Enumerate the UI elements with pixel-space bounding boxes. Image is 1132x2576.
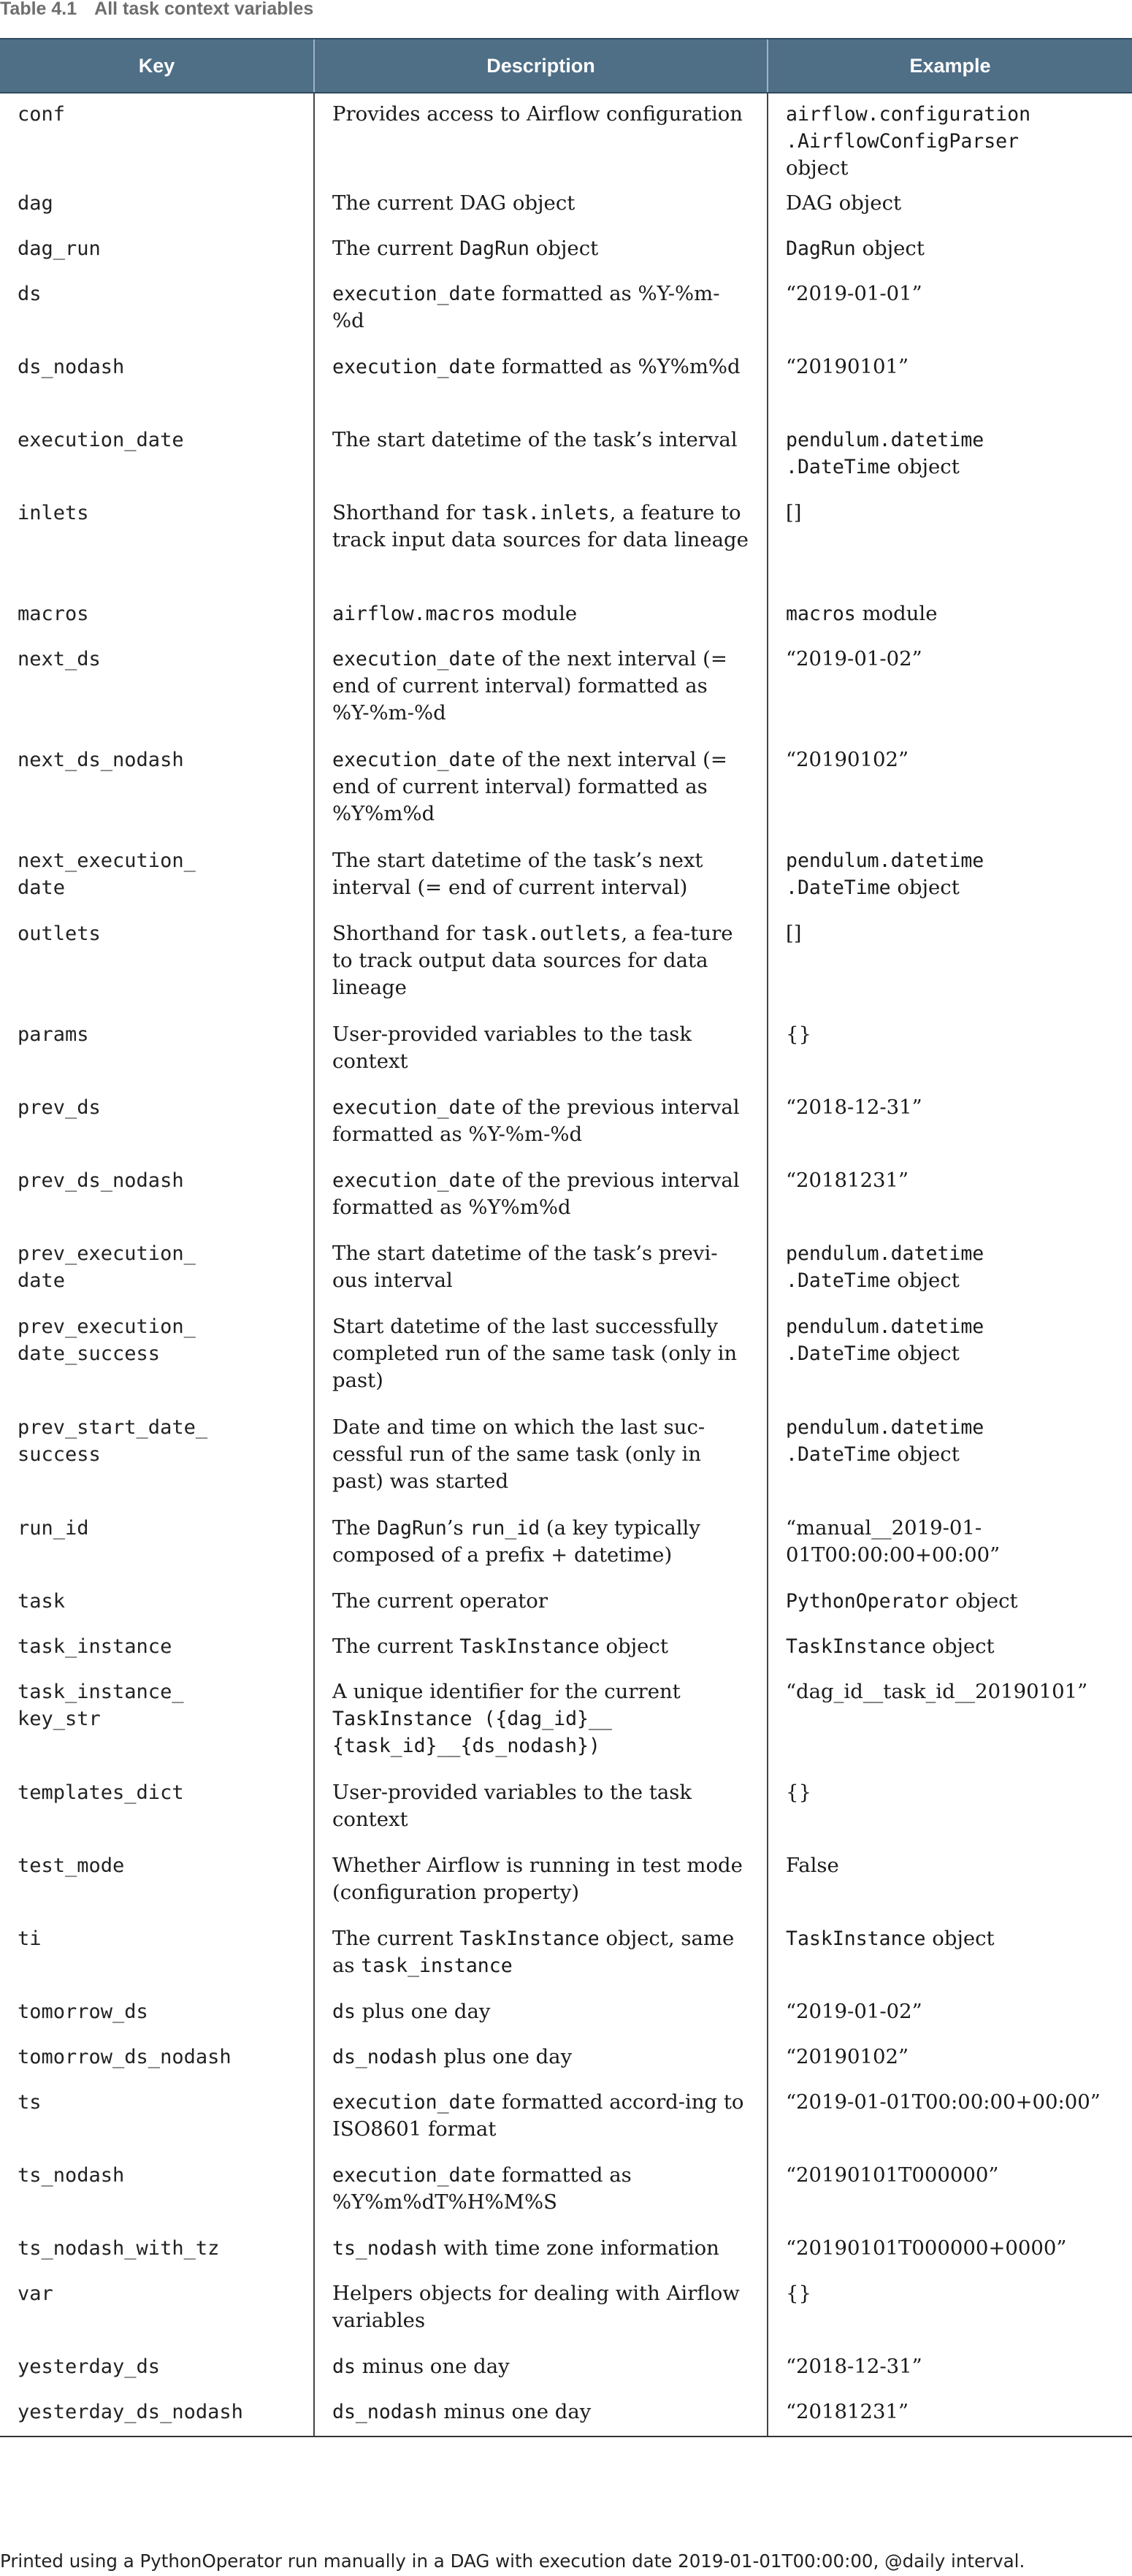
row-description-text: Provides access to Airflow configuration [332,102,743,126]
row-example-text: “20181231” [786,1169,909,1192]
row-description-text: minus one day [437,2400,592,2423]
header-example: Example [768,39,1132,93]
table-caption [0,0,313,18]
row-example-text: pendulum.datetime [786,1416,984,1439]
row-example-text: TaskInstance [786,1927,926,1950]
row-description [314,1087,768,1160]
row-example [768,1407,1132,1507]
row-description-text: ds [332,2355,356,2378]
row-description-text: of the next interval (= end of current interval) formatted as %Y-%m-%d [332,647,727,725]
row-example-text: “20190102” [786,2045,909,2068]
row-example [768,273,1132,346]
row-example-text: .DateTime [786,1443,891,1466]
row-key-line: next_ds_nodash [18,749,184,771]
row-example-text: TaskInstance [786,1635,926,1658]
row-example-text: object [890,1342,960,1365]
row-key-line: ds_nodash [18,356,125,378]
row-example-text: [] [786,922,802,945]
row-description [314,492,768,593]
row-example-text: object [925,1635,995,1658]
row-description-text: TaskInstance ({dag_id}__ {task_id}__{ds_nodash}) [332,1708,612,1757]
table-row [0,492,1132,593]
row-description [314,2228,768,2273]
row-description [314,913,768,1014]
row-example-text: airflow.configuration [786,103,1031,126]
row-example-text: [] [786,501,802,524]
row-example [768,2391,1132,2437]
row-description-text: plus one day [355,2000,491,2023]
row-description [314,1507,768,1581]
row-example-text: object [949,1589,1018,1613]
row-key-line: inlets [18,502,89,524]
row-description-text: TaskInstance [459,1635,600,1658]
row-example [768,492,1132,593]
table-row [0,739,1132,840]
row-key-line: date_success [18,1342,161,1365]
row-example-text: macros [786,603,856,625]
row-example-text: DagRun [786,237,856,260]
row-example [768,1671,1132,1772]
row-example [768,1233,1132,1306]
row-description-text: formatted as %Y%m%dT%H%M%S [332,2163,632,2214]
row-key-line: test_mode [18,1854,125,1877]
row-example [768,1626,1132,1671]
row-description [314,273,768,346]
row-description-text: airflow.macros [332,603,496,625]
table-row [0,93,1132,183]
row-description [314,739,768,840]
row-description-text: Helpers objects for dealing with Airflow variables [332,2282,740,2332]
row-example [768,1581,1132,1626]
table-row [0,1918,1132,1991]
row-description-text: execution_date [332,2091,496,2114]
row-example [768,2346,1132,2391]
table-row [0,1772,1132,1845]
row-description [314,1014,768,1087]
row-key [0,2273,314,2346]
row-description [314,2036,768,2082]
row-example [768,593,1132,638]
row-key-line: ts_nodash [18,2164,125,2187]
row-key [0,1160,314,1233]
row-example [768,2155,1132,2228]
row-example-text: object [890,455,960,478]
row-description-text: User-provided variables to the task context [332,1781,692,1831]
table-row [0,183,1132,228]
row-description [314,1407,768,1507]
row-example [768,183,1132,228]
row-description-text: DagRun [459,237,529,260]
row-description [314,2391,768,2437]
row-example [768,346,1132,419]
row-description-text: formatted accord-ing to ISO8601 format [332,2090,744,2141]
row-example [768,1845,1132,1918]
row-description-text: Shorthand for [332,501,482,524]
row-description-text: TaskInstance [459,1927,600,1950]
row-example-text: {} [786,1023,811,1046]
row-key-line: ti [18,1927,42,1950]
table-header-row [0,39,1132,93]
row-key-line: key_str [18,1708,101,1730]
row-example-text: object [890,1269,960,1292]
row-key [0,419,314,492]
row-key [0,1507,314,1581]
row-key-line: var [18,2282,53,2305]
row-example-text: “20190101T000000” [786,2163,999,2187]
row-key [0,1581,314,1626]
row-description [314,1306,768,1407]
row-example-text: object [890,876,960,899]
row-description [314,183,768,228]
row-description [314,1918,768,1991]
table-row [0,593,1132,638]
row-key-line: prev_start_date_ [18,1416,208,1439]
row-description-text: ds_nodash [332,2401,437,2423]
row-description-text: User-provided variables to the task context [332,1023,692,1073]
row-description [314,1626,768,1671]
row-example-text: object [786,156,849,180]
table-title: All task context variables [94,0,314,19]
row-example [768,2036,1132,2082]
table-row [0,2228,1132,2273]
table-row [0,913,1132,1014]
row-description [314,1160,768,1233]
row-description-text: execution_date [332,1096,496,1119]
row-key-line: ds [18,283,42,305]
row-description-text: minus one day [355,2355,510,2378]
context-variables-table [0,38,1132,2437]
table-row [0,2346,1132,2391]
row-description [314,1991,768,2036]
row-key [0,1772,314,1845]
row-description-text: Whether Airflow is running in test mode (configuration property) [332,1854,743,1904]
row-key-line: task_instance [18,1635,172,1658]
row-description-text: The current DAG object [332,191,575,215]
row-key [0,1671,314,1772]
row-description-text: formatted as %Y%m%d [495,355,741,378]
row-example [768,419,1132,492]
row-example-text: DAG object [786,191,902,215]
row-example [768,638,1132,739]
row-example-text: “manual__2019-01-01T00:00:00+00:00” [786,1516,1001,1567]
row-key-line: success [18,1443,101,1466]
row-key-line: outlets [18,922,101,945]
row-key-line: dag [18,192,53,215]
row-description-text: execution_date [332,2164,496,2187]
table-body [0,93,1132,2437]
row-key-line: params [18,1023,89,1046]
row-description [314,2273,768,2346]
table-row [0,1845,1132,1918]
row-description-text: Date and time on which the last suc-cessful run of the same task (only in past) was started [332,1415,705,1493]
table-row [0,1671,1132,1772]
row-key-line: yesterday_ds [18,2355,161,2378]
row-example [768,1507,1132,1581]
row-key-line: date [18,1269,66,1292]
header-key: Key [0,39,314,93]
row-description-text: Start datetime of the last successfully completed run of the same task (only in past) [332,1315,738,1392]
table-row [0,2082,1132,2155]
row-key-line: prev_execution_ [18,1242,196,1265]
table-row [0,419,1132,492]
row-example-text: module [855,602,938,625]
row-description-text: execution_date [332,648,496,670]
row-description-text: The current operator [332,1589,548,1613]
row-description [314,228,768,273]
row-description-text: ’s [446,1516,470,1540]
row-key [0,492,314,593]
row-example-text: object [890,1442,960,1466]
row-key-line: dag_run [18,237,101,260]
row-key [0,2155,314,2228]
row-key [0,840,314,913]
row-description-text: , a feature to track input data sources for data lineage [332,501,749,551]
row-example-text: object [925,1927,995,1950]
row-description-text: formatted as %Y-%m-%d [332,282,720,332]
row-example-text: “20190102” [786,748,909,771]
row-description-text: object [599,1635,668,1658]
row-key-line: tomorrow_ds_nodash [18,2046,232,2068]
row-example-text: .DateTime [786,1269,891,1292]
row-example [768,1306,1132,1407]
row-description-text: (a key typically composed of a prefix + datetime) [332,1516,700,1567]
row-key-line: ts_nodash_with_tz [18,2237,220,2260]
row-description-text: object, same as [332,1927,735,1977]
row-key [0,1626,314,1671]
row-key-line: prev_ds_nodash [18,1169,184,1192]
table-row [0,2036,1132,2082]
row-description-text: of the previous interval formatted as %Y%m%d [332,1169,740,1219]
row-example-text: .DateTime [786,1342,891,1365]
row-key-line: tomorrow_ds [18,2000,148,2023]
row-example-text: pendulum.datetime [786,429,984,451]
row-example-text: “20181231” [786,2400,909,2423]
row-description-text: DagRun [377,1517,447,1540]
row-description-text: of the next interval (= end of current interval) formatted as %Y%m%d [332,748,727,825]
row-description [314,2346,768,2391]
row-key [0,2346,314,2391]
table-row [0,2391,1132,2437]
row-description [314,346,768,419]
table-row [0,840,1132,913]
row-example-text: “2018-12-31” [786,2355,922,2378]
row-example-text: “2018-12-31” [786,1096,922,1119]
row-description-text: task.outlets [481,922,622,945]
row-key [0,1918,314,1991]
row-description [314,1845,768,1918]
row-key [0,1233,314,1306]
table-row [0,1087,1132,1160]
row-description-text: execution_date [332,283,496,305]
row-description-text: The start datetime of the task’s next interval (= end of current interval) [332,849,703,899]
table-row [0,228,1132,273]
row-key [0,1991,314,2036]
row-example [768,913,1132,1014]
row-example-text: “2019-01-01” [786,282,922,305]
row-example [768,2228,1132,2273]
row-description [314,2155,768,2228]
row-key-line: macros [18,603,89,625]
table-row [0,1626,1132,1671]
row-key-line: execution_date [18,429,184,451]
row-description-text: plus one day [437,2045,573,2068]
row-example-text: “20190101” [786,355,909,378]
row-description-text: module [495,602,578,625]
row-example [768,1160,1132,1233]
row-example-text: pendulum.datetime [786,1242,984,1265]
footnote: Printed using a PythonOperator run manually in a DAG with execution date 2019-01-01T00:00:00, @daily interval. [0,2550,1025,2572]
row-example-text: .AirflowConfigParser [786,130,1020,153]
row-example-text: False [786,1854,839,1877]
header-description: Description [314,39,768,93]
row-key-line: next_execution_ [18,849,196,872]
row-key-line: prev_ds [18,1096,101,1119]
row-example [768,2082,1132,2155]
row-example-text: “dag_id__task_id__20190101” [786,1680,1088,1703]
row-description-text: task_instance [361,1954,513,1977]
table-row [0,638,1132,739]
row-description [314,1581,768,1626]
row-example [768,840,1132,913]
row-description [314,593,768,638]
row-key [0,638,314,739]
row-description-text: ds [332,2000,356,2023]
row-key [0,1087,314,1160]
row-example-text: .DateTime [786,456,891,478]
row-example [768,1014,1132,1087]
row-example-text: {} [786,1781,811,1804]
row-description-text: run_id [470,1517,540,1540]
row-key-line: task_instance_ [18,1681,184,1703]
row-description-text: A unique identifier for the current [332,1680,681,1703]
row-description-text: task.inlets [481,502,610,524]
row-key [0,2036,314,2082]
row-description [314,1671,768,1772]
row-key-line: conf [18,103,66,126]
row-example-text: PythonOperator [786,1590,949,1613]
row-key [0,346,314,419]
row-example-text: .DateTime [786,876,891,899]
row-example-text: “2019-01-01T00:00:00+00:00” [786,2090,1101,2114]
row-description-text: of the previous interval formatted as %Y-%m-%d [332,1096,740,1146]
row-description [314,93,768,183]
row-description [314,419,768,492]
row-key [0,273,314,346]
row-description-text: The [332,1516,378,1540]
row-description-text: , a fea-ture to track output data sources for data lineage [332,922,733,999]
row-key [0,593,314,638]
row-key [0,2082,314,2155]
row-description-text: execution_date [332,356,496,378]
row-example [768,1918,1132,1991]
table-row [0,1991,1132,2036]
table-row [0,1160,1132,1233]
row-key [0,1845,314,1918]
row-key [0,2228,314,2273]
row-description-text: ts_nodash [332,2237,437,2260]
row-example-text: “20190101T000000+0000” [786,2236,1067,2260]
row-description-text: ds_nodash [332,2046,437,2068]
row-example-text: pendulum.datetime [786,849,984,872]
table-row [0,1014,1132,1087]
row-description [314,840,768,913]
table-row [0,1581,1132,1626]
row-key [0,1014,314,1087]
row-description [314,638,768,739]
row-key [0,913,314,1014]
row-example-text: “2019-01-02” [786,2000,922,2023]
table-row [0,2155,1132,2228]
row-key-line: yesterday_ds_nodash [18,2401,243,2423]
table-row [0,1306,1132,1407]
row-key-line: run_id [18,1517,89,1540]
row-example [768,228,1132,273]
row-key [0,2391,314,2437]
row-key [0,93,314,183]
row-description [314,1772,768,1845]
table-row [0,2273,1132,2346]
row-example-text: object [855,237,925,260]
row-key [0,739,314,840]
row-description-text: object [529,237,599,260]
row-key-line: next_ds [18,648,101,670]
row-key [0,228,314,273]
row-key [0,183,314,228]
row-description-text: The start datetime of the task’s previ-ous interval [332,1242,718,1292]
row-description-text: The current [332,1927,460,1950]
row-example [768,1087,1132,1160]
row-description-text: The start datetime of the task’s interval [332,428,738,451]
row-example-text: pendulum.datetime [786,1315,984,1338]
row-description [314,1233,768,1306]
row-key [0,1407,314,1507]
row-description-text: The current [332,1635,460,1658]
row-description-text: The current [332,237,460,260]
row-example [768,2273,1132,2346]
row-example-text: “2019-01-02” [786,647,922,670]
table-row [0,1407,1132,1507]
table-row [0,273,1132,346]
row-key-line: prev_execution_ [18,1315,196,1338]
row-key-line: date [18,876,66,899]
row-key-line: ts [18,2091,42,2114]
row-example [768,93,1132,183]
row-key-line: templates_dict [18,1781,184,1804]
row-description [314,2082,768,2155]
row-example [768,1991,1132,2036]
table-row [0,1233,1132,1306]
row-example [768,739,1132,840]
row-example-text: {} [786,2282,811,2305]
row-key [0,1306,314,1407]
table-row [0,1507,1132,1581]
row-description-text: Shorthand for [332,922,482,945]
row-description-text: execution_date [332,749,496,771]
row-description-text: execution_date [332,1169,496,1192]
row-key-line: task [18,1590,66,1613]
row-description-text: with time zone information [437,2236,719,2260]
row-example [768,1772,1132,1845]
table-row [0,346,1132,419]
table-number: Table 4.1 [0,0,77,19]
